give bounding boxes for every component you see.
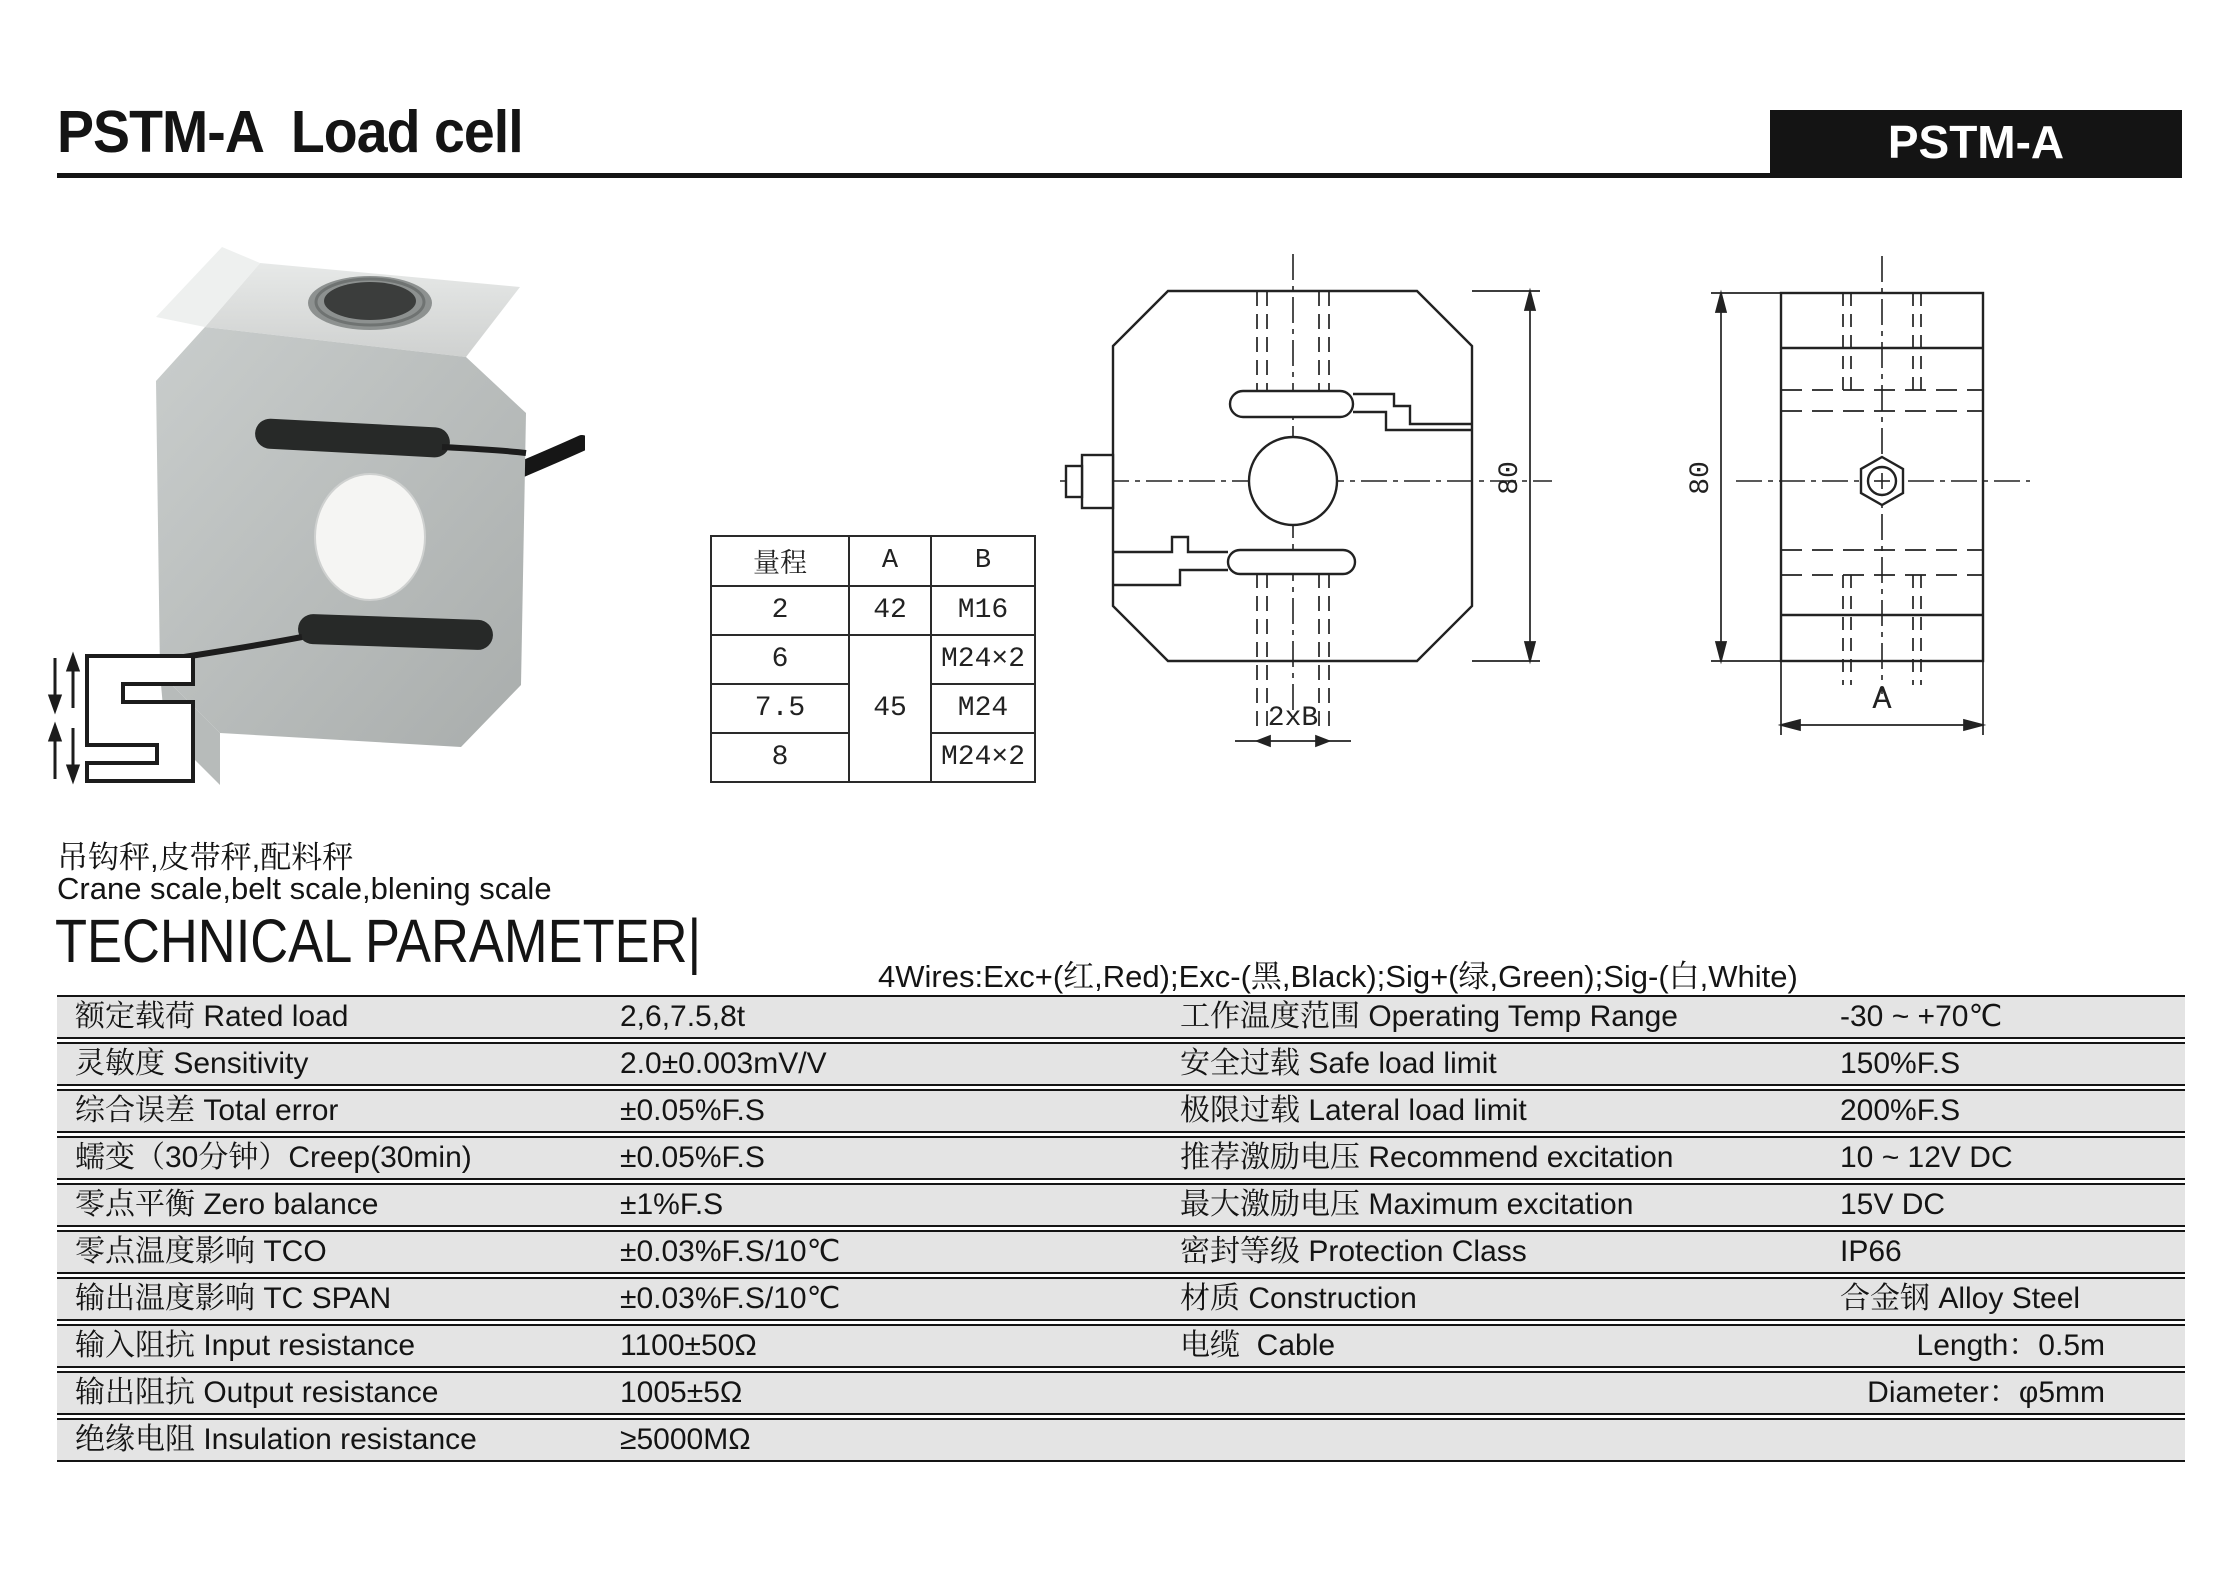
param-row xyxy=(57,995,2185,1039)
parameter-table xyxy=(57,995,2185,1465)
param-row xyxy=(57,1230,2185,1274)
param-label: 最大激励电压 Maximum excitation xyxy=(1180,1188,1634,1221)
dim-table-row xyxy=(711,635,1035,684)
param-label: 额定载荷 Rated load xyxy=(75,1000,349,1033)
wiring-note: 4Wires:Exc+(红,Red);Exc-(黑,Black);Sig+(绿,Green);Sig-(白,White) xyxy=(878,959,1798,994)
param-value: 15V DC xyxy=(1840,1188,1946,1221)
param-value: ±0.03%F.S/10℃ xyxy=(620,1235,841,1268)
front-view-height-label: 80 xyxy=(1495,461,1526,495)
param-value: ±0.05%F.S xyxy=(620,1141,765,1174)
param-row xyxy=(57,1277,2185,1321)
center-hole xyxy=(1249,437,1337,525)
dim-header-range: 量程 xyxy=(711,536,849,586)
param-label: 推荐激励电压 Recommend excitation xyxy=(1180,1141,1674,1174)
param-label: 安全过载 Safe load limit xyxy=(1180,1047,1497,1080)
side-view-width-label: A xyxy=(1872,681,1892,718)
param-row xyxy=(57,1418,2185,1462)
param-label: 材质 Construction xyxy=(1180,1282,1417,1315)
force-arrows xyxy=(50,656,78,780)
application-caption-en: Crane scale,belt scale,blening scale xyxy=(57,871,552,906)
dim-cell: 45 xyxy=(849,635,931,782)
dim-cell: 42 xyxy=(849,586,931,635)
param-value: -30 ~ +70℃ xyxy=(1840,1000,2003,1033)
application-caption-zh: 吊钩秤,皮带秤,配料秤 xyxy=(57,840,354,875)
dim-cell: 6 xyxy=(711,635,849,684)
param-label: 蠕变（30分钟）Creep(30min) xyxy=(75,1141,472,1174)
dim-cell: 2 xyxy=(711,586,849,635)
param-row xyxy=(57,1089,2185,1133)
param-value: 合金钢 Alloy Steel xyxy=(1840,1282,2081,1315)
side-view-drawing xyxy=(1678,238,2148,758)
param-value: Diameter：φ5mm xyxy=(1867,1376,2105,1409)
model-badge: PSTM-A xyxy=(1770,110,2182,173)
param-row xyxy=(57,1371,2185,1415)
param-label: 输出温度影响 TC SPAN xyxy=(75,1282,392,1315)
param-label: 输入阻抗 Input resistance xyxy=(75,1329,416,1362)
cable-gland xyxy=(1066,455,1113,508)
param-value: 150%F.S xyxy=(1840,1047,1961,1080)
title-underline xyxy=(57,173,2182,178)
dimension-80 xyxy=(1711,293,1781,661)
param-value: IP66 xyxy=(1840,1235,1902,1268)
cable xyxy=(520,443,582,470)
param-value: 1100±50Ω xyxy=(620,1329,757,1362)
param-value: 1005±5Ω xyxy=(620,1376,743,1409)
param-value: ±0.03%F.S/10℃ xyxy=(620,1282,841,1315)
param-label: 零点平衡 Zero balance xyxy=(75,1188,379,1221)
hex-nut xyxy=(1861,457,1903,505)
threaded-hole xyxy=(308,276,432,330)
param-label: 工作温度范围 Operating Temp Range xyxy=(1180,1000,1678,1033)
param-value: 10 ~ 12V DC xyxy=(1840,1141,2013,1174)
param-row xyxy=(57,1183,2185,1227)
param-label: 灵敏度 Sensitivity xyxy=(75,1047,309,1080)
dim-header-b: B xyxy=(931,536,1035,586)
param-value: Length：0.5m xyxy=(1916,1329,2105,1362)
param-label: 电缆 Cable xyxy=(1180,1329,1336,1362)
dim-table-header-row xyxy=(711,536,1035,586)
param-label: 极限过载 Lateral load limit xyxy=(1180,1094,1527,1127)
front-view-bolt-label: 2xB xyxy=(1267,703,1319,734)
param-label: 绝缘电阻 Insulation resistance xyxy=(75,1423,477,1456)
param-row xyxy=(57,1136,2185,1180)
param-value: 2,6,7.5,8t xyxy=(620,1000,746,1033)
page-title: PSTM-A Load cell xyxy=(57,99,523,165)
s-profile xyxy=(87,656,193,781)
param-value: ±0.05%F.S xyxy=(620,1094,765,1127)
dim-cell: M24×2 xyxy=(931,733,1035,782)
param-value: 200%F.S xyxy=(1840,1094,1961,1127)
param-row xyxy=(57,1042,2185,1086)
param-value: ±1%F.S xyxy=(620,1188,724,1221)
dim-table-row xyxy=(711,586,1035,635)
param-value: ≥5000MΩ xyxy=(620,1423,751,1456)
dim-cell: M24×2 xyxy=(931,635,1035,684)
param-label: 综合误差 Total error xyxy=(75,1094,339,1127)
param-value: 2.0±0.003mV/V xyxy=(620,1047,827,1080)
technical-parameter-heading: TECHNICAL PARAMETER| xyxy=(55,907,702,975)
param-row xyxy=(57,1324,2185,1368)
param-label: 零点温度影响 TCO xyxy=(75,1235,327,1268)
dim-cell: 7.5 xyxy=(711,684,849,733)
dimension-2xB xyxy=(1235,736,1351,746)
param-label: 密封等级 Protection Class xyxy=(1180,1235,1527,1268)
dim-header-a: A xyxy=(849,536,931,586)
param-label: 输出阻抗 Output resistance xyxy=(75,1376,439,1409)
capacity-dimension-table xyxy=(710,535,1036,783)
s-type-icon xyxy=(45,638,215,798)
front-view-drawing xyxy=(1060,238,1620,758)
center-label xyxy=(315,474,425,600)
side-view-height-label: 80 xyxy=(1686,461,1717,495)
dim-cell: M16 xyxy=(931,586,1035,635)
dim-cell: M24 xyxy=(931,684,1035,733)
dim-cell: 8 xyxy=(711,733,849,782)
